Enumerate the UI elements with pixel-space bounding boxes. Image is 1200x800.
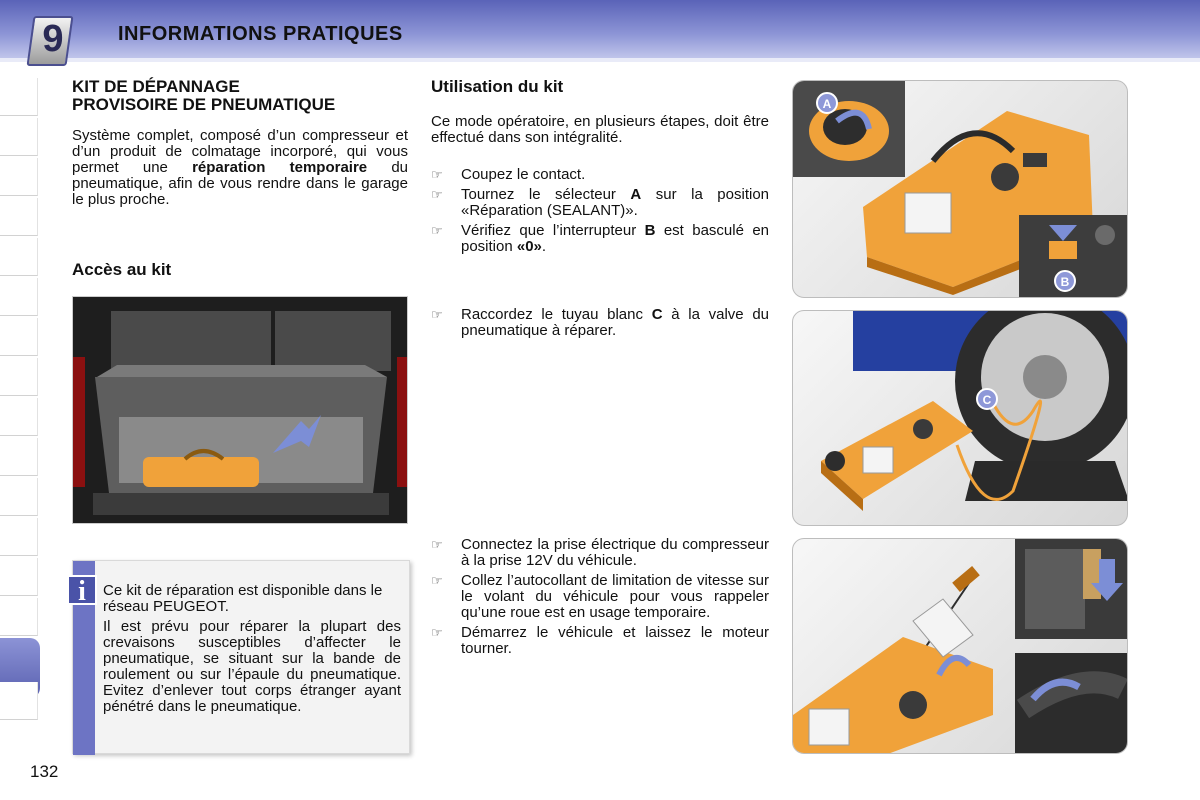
header-divider (0, 58, 1200, 62)
side-tab (0, 358, 38, 396)
svg-text:B: B (1060, 275, 1070, 289)
info-icon: i (67, 575, 97, 605)
info-box (72, 560, 410, 754)
side-tab (0, 158, 38, 196)
side-tab (0, 438, 38, 476)
list-item (431, 537, 769, 569)
step-bold: A (630, 186, 642, 203)
power-socket-illustration (793, 539, 1128, 754)
info-paragraph: Il est prévu pour réparer la plupart des crevaisons susceptibles d’affecter le pneumatique, se situant sur la bande de roulement ou sur l’épaule du pneumatique. Evitez d’enlever tout corps étranger ayant pénétré dans le pneumatique. (103, 618, 401, 715)
usage-heading: Utilisation du kit (431, 77, 564, 96)
step-text: Connectez la prise électrique du compresseur à la prise 12V du véhicule. (461, 536, 769, 569)
chapter-number: 9 (42, 18, 64, 60)
kit-power-illustration (792, 538, 1128, 754)
step-text: Démarrez le véhicule et laissez le moteur tourner. (461, 624, 769, 657)
side-tab (0, 518, 38, 556)
list-item (431, 573, 769, 621)
steps-list (431, 307, 769, 343)
step-text: Vérifiez que l’interrupteur (461, 222, 645, 239)
step-text: sur la position «Réparation (SEALANT)». (461, 186, 769, 219)
hand-pointer-icon: ☞ (431, 573, 443, 588)
info-paragraph: Ce kit de réparation est disponible dans le réseau PEUGEOT. (103, 582, 383, 615)
step-bold: «0» (516, 238, 542, 255)
access-heading: Accès au kit (72, 260, 172, 279)
svg-text:C: C (982, 393, 992, 407)
step-text: Collez l’autocollant de limitation de vitesse sur le volant du véhicule pour vous rappeler qu’une roue est en usage temporaire. (461, 572, 769, 621)
intro-paragraph (72, 128, 408, 208)
side-tab (0, 558, 38, 596)
step-bold: C (651, 306, 663, 323)
kit-selector-illustration (792, 80, 1128, 298)
chapter-title: INFORMATIONS PRATIQUES (118, 23, 403, 45)
side-tab (0, 198, 38, 236)
list-item (431, 307, 769, 339)
step-text: est basculé en position (461, 222, 770, 255)
page-number: 132 (30, 762, 59, 781)
hand-pointer-icon: ☞ (431, 223, 443, 238)
hand-pointer-icon: ☞ (431, 537, 443, 552)
compressor-illustration (793, 81, 1128, 298)
list-item (431, 187, 769, 219)
hand-pointer-icon: ☞ (431, 167, 443, 182)
list-item (431, 167, 769, 183)
svg-text:A: A (822, 97, 832, 111)
hand-pointer-icon: ☞ (431, 187, 443, 202)
intro-text-end: du pneumatique, afin de vous rendre dans le garage le plus proche. (72, 159, 409, 208)
side-tab (0, 598, 38, 636)
side-tab (0, 238, 38, 276)
usage-intro: Ce mode opératoire, en plusieurs étapes, doit être effectué dans son intégralité. (431, 113, 769, 146)
step-bold: B (644, 222, 656, 239)
step-text: à la valve du pneumatique à réparer. (461, 306, 769, 339)
step-text: . (541, 238, 547, 255)
side-tab (0, 118, 38, 156)
side-tab (0, 398, 38, 436)
side-tab-strip (0, 62, 40, 722)
side-tab (0, 318, 38, 356)
section-title-line2: PROVISOIRE DE PNEUMATIQUE (72, 95, 336, 114)
step-text: Tournez le sélecteur (461, 186, 631, 203)
hand-pointer-icon: ☞ (431, 625, 443, 640)
steps-list (431, 167, 769, 259)
intro-bold-text: réparation temporaire (192, 159, 368, 176)
list-item (431, 223, 769, 255)
side-tab (0, 78, 38, 116)
step-text: Coupez le contact. (461, 166, 586, 183)
kit-hose-illustration (792, 310, 1128, 526)
tyre-illustration (793, 311, 1128, 526)
side-tab (0, 478, 38, 516)
hand-pointer-icon: ☞ (431, 307, 443, 322)
intro-text: Système complet, composé d’un compresseur et d’un produit de colmatage incorporé, qui vous permet une (72, 127, 408, 176)
step-text: Raccordez le tuyau blanc (461, 306, 652, 323)
side-tab (0, 682, 38, 720)
section-title (72, 78, 412, 114)
list-item (431, 625, 769, 657)
side-tab (0, 278, 38, 316)
trunk-illustration (73, 297, 408, 524)
section-title-line1: KIT DE DÉPANNAGE (72, 77, 240, 96)
steps-list (431, 537, 769, 661)
trunk-photo (72, 296, 408, 524)
